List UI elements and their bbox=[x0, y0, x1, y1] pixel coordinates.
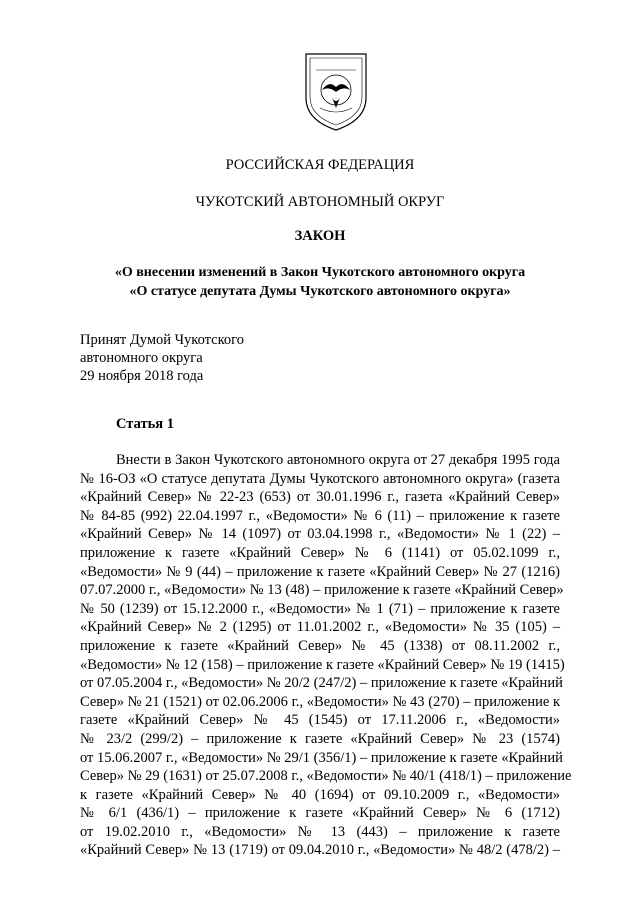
article-text-line: № 50 (1239) от 15.12.2000 г., «Ведомости» № 1 (71) – приложение к газете bbox=[80, 600, 560, 617]
article-text-line: 07.07.2000 г., «Ведомости» № 13 (48) – приложение к газете «Крайний Север» bbox=[80, 582, 564, 599]
law-title bbox=[0, 263, 640, 301]
article-text-line: № 16-ОЗ «О статусе депутата Думы Чукотского автономного округа» (газета bbox=[80, 470, 560, 487]
coat-of-arms-icon bbox=[302, 50, 370, 132]
article-text-line: «Ведомости» № 9 (44) – приложение к газете «Крайний Север» № 27 (1216) bbox=[80, 563, 560, 580]
article-text-line: «Крайний Север» № 2 (1295) от 11.01.2002 г., «Ведомости» № 35 (105) – bbox=[80, 619, 560, 636]
law-title-line: «О внесении изменений в Закон Чукотского автономного округа bbox=[114, 265, 526, 280]
article-text-line: от 15.06.2007 г., «Ведомости» № 29/1 (356/1) – приложение к газете «Крайний bbox=[80, 749, 563, 766]
article-text-line: от 19.02.2010 г., «Ведомости» № 13 (443) – приложение к газете bbox=[80, 823, 560, 840]
article-text-line: от 07.05.2004 г., «Ведомости» № 20/2 (247/2) – приложение к газете «Крайний bbox=[80, 675, 563, 692]
article-text-line: «Ведомости» № 12 (158) – приложение к газете «Крайний Север» № 19 (1415) bbox=[80, 656, 565, 673]
region-heading: ЧУКОТСКИЙ АВТОНОМНЫЙ ОКРУГ bbox=[195, 194, 445, 210]
article-text-line: «Крайний Север» № 22-23 (653) от 30.01.1996 г., газета «Крайний Север» bbox=[80, 489, 560, 506]
article-text-line: приложение к газете «Крайний Север» № 6 (1141) от 05.02.1099 г., bbox=[80, 544, 560, 561]
adoption-note bbox=[80, 331, 244, 385]
adoption-line: Принят Думой Чукотского bbox=[80, 332, 245, 348]
article-text-line: № 84-85 (992) 22.04.1997 г., «Ведомости» № 6 (11) – приложение к газете bbox=[80, 507, 560, 524]
article-heading: Статья 1 bbox=[116, 416, 174, 432]
article-text-line: приложение к газете «Крайний Север» № 45 (1338) от 08.11.2002 г., bbox=[80, 637, 560, 654]
law-title-line: «О статусе депутата Думы Чукотского автономного округа» bbox=[129, 284, 511, 299]
article-body bbox=[80, 451, 572, 860]
article-text-line: «Крайний Север» № 13 (1719) от 09.04.2010 г., «Ведомости» № 48/2 (478/2) – bbox=[80, 842, 560, 859]
country-heading: РОССИЙСКАЯ ФЕДЕРАЦИЯ bbox=[225, 157, 415, 173]
article-text-line: № 6/1 (436/1) – приложение к газете «Крайний Север» № 6 (1712) bbox=[80, 805, 560, 822]
article-text-line: Внести в Закон Чукотского автономного округа от 27 декабря 1995 года bbox=[116, 452, 560, 468]
article-text-line: Север» № 21 (1521) от 02.06.2006 г., «Ведомости» № 43 (270) – приложение к bbox=[80, 693, 560, 710]
article-text-line: «Крайний Север» № 14 (1097) от 03.04.1998 г., «Ведомости» № 1 (22) – bbox=[80, 526, 560, 543]
adoption-line: автономного округа bbox=[80, 350, 203, 366]
article-text-line: № 23/2 (299/2) – приложение к газете «Крайний Север» № 23 (1574) bbox=[80, 730, 560, 747]
adoption-date: 29 ноября 2018 года bbox=[80, 368, 204, 384]
article-text-line: газете «Крайний Север» № 45 (1545) от 17.11.2006 г., «Ведомости» bbox=[80, 712, 560, 729]
doc-type-heading: ЗАКОН bbox=[294, 228, 346, 244]
article-text-line: Север» № 29 (1631) от 25.07.2008 г., «Ведомости» № 40/1 (418/1) – приложение bbox=[80, 768, 572, 785]
article-text-line: к газете «Крайний Север» № 40 (1694) от 09.10.2009 г., «Ведомости» bbox=[80, 786, 560, 803]
